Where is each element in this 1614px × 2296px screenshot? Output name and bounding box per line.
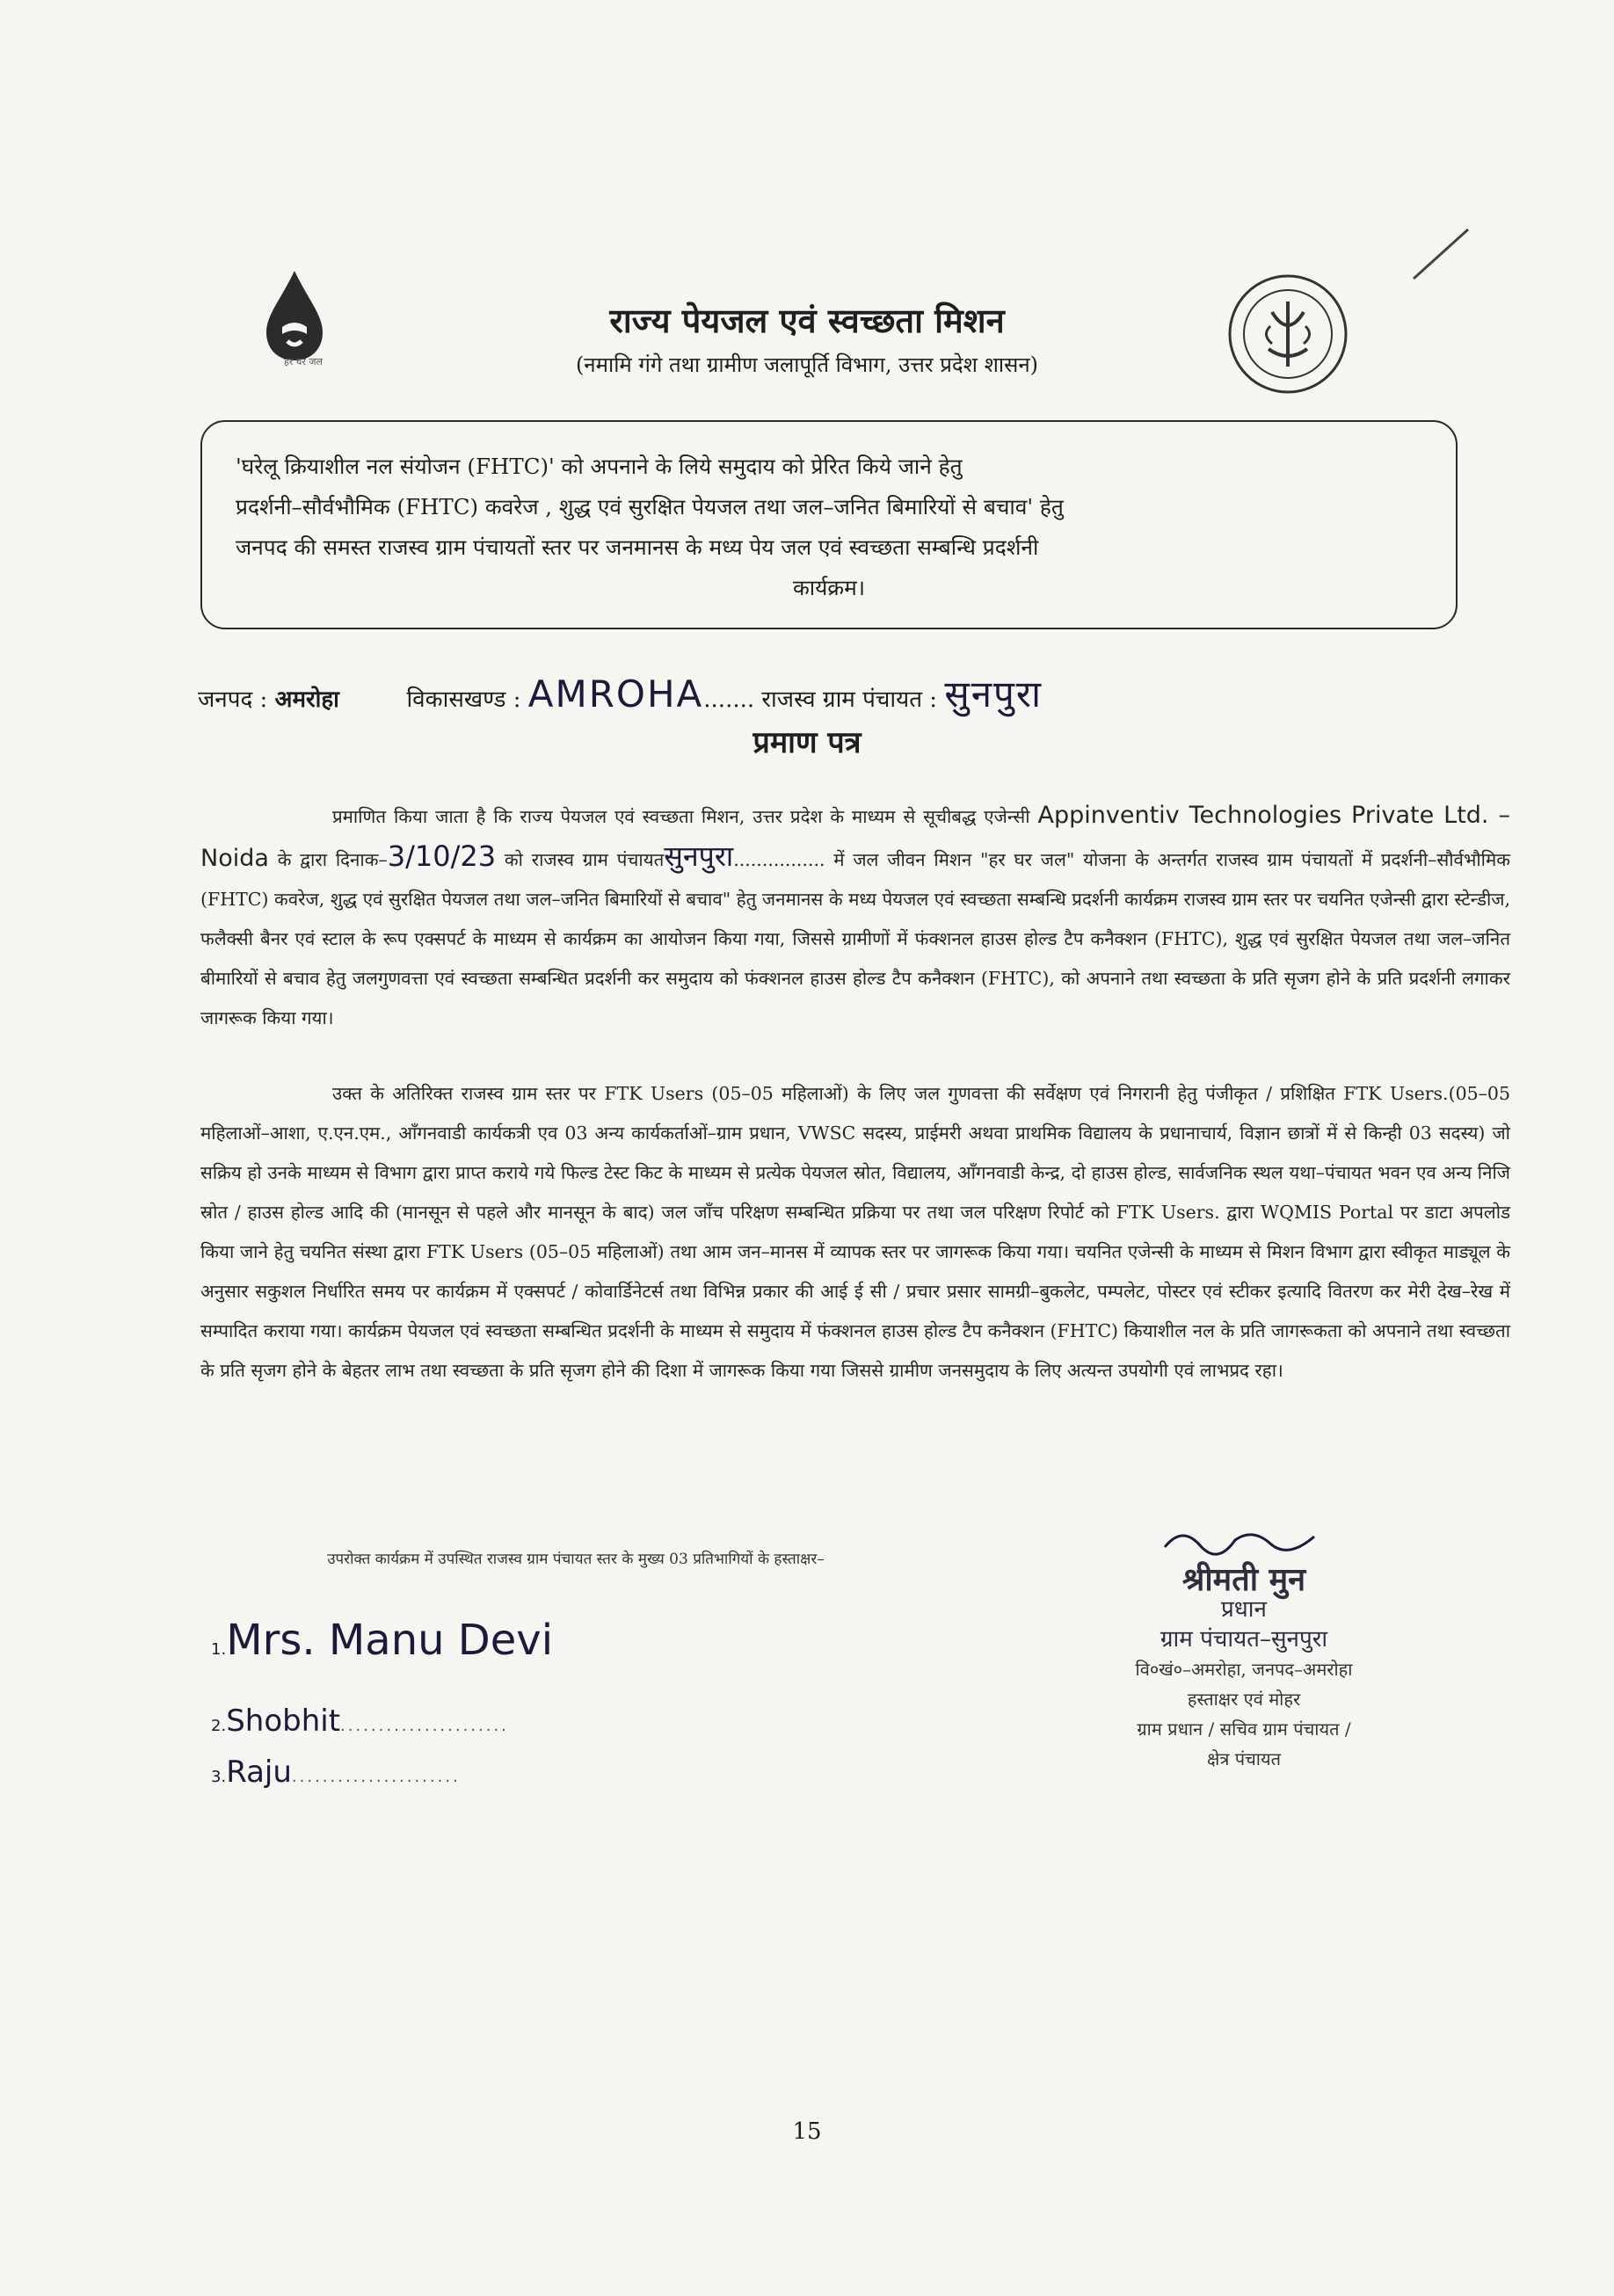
panchayat-value: सुनपुरा [944,672,1043,716]
signatory-role-1: ग्राम प्रधान / सचिव ग्राम पंचायत / [1137,1718,1351,1740]
village-name: सुनपुरा [664,839,734,873]
subject-line-4: कार्यक्रम। [792,575,866,600]
event-date: 3/10/23 [387,839,497,873]
uttar-pradesh-emblem-icon [1218,268,1358,400]
pradhan-designation: प्रधान [1221,1596,1267,1623]
block-value: AMROHA [527,672,704,716]
participants-note: उपरोक्त कार्यक्रम में उपस्थित राजस्व ग्राम पंचायत स्तर के मुख्य 03 प्रतिभागियों के हस्ताक्षर– [327,1551,825,1568]
para2-text: उक्त के अतिरिक्त राजस्व ग्राम स्तर पर FTK Users (05–05 महिलाओं) के लिए जल गुणवत्ता की सर्वेक्षण एवं निगरानी हेतु पंजीकृत / प्रशिक्षित FTK Users.(05–05 महिलाओं–आशा, ए.एन.एम., आँगनवाडी कार्यकत्री एव 03 अन्य कार्यकर्ताओं–ग्राम प्रधान, VWSC सदस्य, प्राईमरी अथवा प्राथमिक विद्यालय के प्रधानाचार्य, विज्ञान छात्रों में से किन्ही 03 सदस्य) जो सक्रिय हो उनके माध्यम से विभाग द्वारा प्राप्त कराये गये फिल्ड टेस्ट किट के माध्यम से प्रत्येक पेयजल स्रोत, विद्यालय, आँगनवाडी केन्द्र, दो हाउस होल्ड, सार्वजनिक स्थल यथा–पंचायत भवन एव अन्य निजि स्रोत / हाउस होल्ड आदि की (मानसून से पहले और मानसून के बाद) जल जाँच परिक्षण सम्बन्धित प्रक्रिया पर तथा जल परिक्षण रिपोर्ट को FTK Users. द्वारा WQMIS Portal पर डाटा अपलोड किया जाने हेतु चयनित संस्था द्वारा FTK Users (05–05 महिलाओं) तथा आम जन–मानस में व्यापक स्तर पर जागरूक किया गया। चयनित एजेन्सी के माध्यम से मिशन विभाग द्वारा स्वीकृत माड्यूल के अनुसार सकुशल निर्धारित समय पर कार्यक्रम में एक्सपर्ट / कोवार्डिनेटर्स तथा विभिन्न प्रकार की आई ई सी / प्रचार प्रसार सामग्री–बुकलेट, पम्पलेट, पोस्टर एवं स्टीकर इत्यादि वितरण कर मेरी देख–रेख में सम्पादित कराया गया। कार्यक्रम पेयजल एवं स्वच्छता सम्बन्धित प्रदर्शनी के माध्यम से समुदाय में फंक्शनल हाउस होल्ड टैप कनैक्शन (FHTC) कियाशील नल के प्रति जागरूकता को अपनाने तथा स्वच्छता के प्रति सृजग होने के बेहतर लाभ तथा स्वच्छता के प्रति सृजग होने की दिशा में जागरूक किया गया जिससे ग्रामीण जनसमुदाय के लिए अत्यन्त उपयोगी एवं लाभप्रद रहा। [200,1083,1510,1381]
pen-stroke-mark [1407,224,1477,286]
district-value: अमरोहा [274,687,339,713]
mission-title: राज्य पेयजल एवं स्वच्छता मिशन [609,301,1005,340]
pradhan-signature [1033,1521,1455,1565]
location-row [198,668,1429,718]
subject-line-3: जनपद की समस्त राजस्व ग्राम पंचायतों स्तर पर जनमानस के मध्य पेय जल एवं स्वच्छता सम्बन्धि प्रदर्शनी [236,534,1039,560]
para1-intro: प्रमाणित किया जाता है कि राज्य पेयजल एवं स्वच्छता मिशन, उत्तर प्रदेश के माध्यम से सूचीबद्ध एजेन्सी [332,806,1030,827]
pradhan-name: श्रीमती मुन [1181,1561,1306,1598]
subject-line-2: प्रदर्शनी–सौर्वभौमिक (FHTC) कवरेज , शुद्ध एवं सुरक्षित पेयजल तथा जल–जनित बिमारियों से बचाव' हेतु [236,494,1064,520]
participant-signature-3: 3.Raju...................... [211,1755,461,1790]
gram-panchayat-name: ग्राम पंचायत–सुनपुरा [1160,1626,1328,1653]
certificate-title: प्रमाण पत्र [752,725,862,760]
certificate-paragraph-2 [200,1074,1510,1391]
certificate-paragraph-1 [200,796,1510,1038]
signatory-role-2: क्षेत्र पंचायत [1207,1748,1281,1769]
block-district-name: वि०खं०–अमरोहा, जनपद–अमरोहा [1135,1659,1353,1680]
block-label: विकासखण्ड : [406,687,521,713]
participant-name: Mrs. Manu Devi [226,1616,554,1665]
agency-name: Appinventiv Technologies Private Ltd. – Noida [200,802,1510,872]
page-number: 15 [792,2118,822,2145]
participant-name: Shobhit [226,1704,341,1739]
para1-panchayat-label: को राजस्व ग्राम पंचायत [504,849,665,870]
pradhan-stamp [1033,1521,1455,1774]
participant-signature-2: 2.Shobhit...................... [211,1704,509,1739]
subject-line-1: 'घरेलू क्रियाशील नल संयोजन (FHTC)' को अपनाने के लिये समुदाय को प्रेरित किये जाने हेतु [236,454,963,479]
participant-signature-1: 1.Mrs. Manu Devi [211,1616,554,1665]
logo-left-caption: हर घर जल [284,356,323,367]
district-label: जनपद : [198,687,268,713]
panchayat-label: राजस्व ग्राम पंचायत : [761,687,938,713]
sign-seal-label: हस्ताक्षर एवं मोहर [1187,1689,1301,1710]
para1-date-label: के द्वारा दिनाक– [277,849,388,870]
block-dots: ....... [703,687,755,713]
mission-subtitle: (नमामि गंगे तथा ग्रामीण जलापूर्ति विभाग, उत्तर प्रदेश शासन) [575,352,1039,377]
participant-name: Raju [226,1755,292,1790]
subject-box [200,420,1458,629]
para1-body: ................ में जल जीवन मिशन "हर घर जल" योजना के अन्तर्गत राजस्व ग्राम पंचायतों में प्रदर्शनी–सौर्वभौमिक (FHTC) कवरेज, शुद्ध एवं सुरक्षित पेयजल तथा जल–जनित बिमारियों से बचाव" हेतु जनमानस के मध्य पेयजल एवं स्वच्छता सम्बन्धि प्रदर्शनी कार्यक्रम राजस्व ग्राम स्तर पर चयनित एजेन्सी द्वारा स्टेन्डीज, फलैक्सी बैनर एवं स्टाल के रूप एक्सपर्ट के माध्यम से कार्यक्रम का आयोजन किया गया, जिससे ग्रामीणों में फंक्शनल हाउस होल्ड टैप कनैक्शन (FHTC), शुद्ध एवं सुरक्षित पेयजल तथा जल–जनित बीमारियों से बचाव हेतु जलगुणवत्ता एवं स्वच्छता सम्बन्धित प्रदर्शनी कर समुदाय को फंक्शनल हाउस होल्ड टैप कनैक्शन (FHTC), को अपनाने तथा स्वच्छता के प्रति सृजग होने के प्रति प्रदर्शनी लगाकर जागरूक किया गया। [200,849,1510,1028]
